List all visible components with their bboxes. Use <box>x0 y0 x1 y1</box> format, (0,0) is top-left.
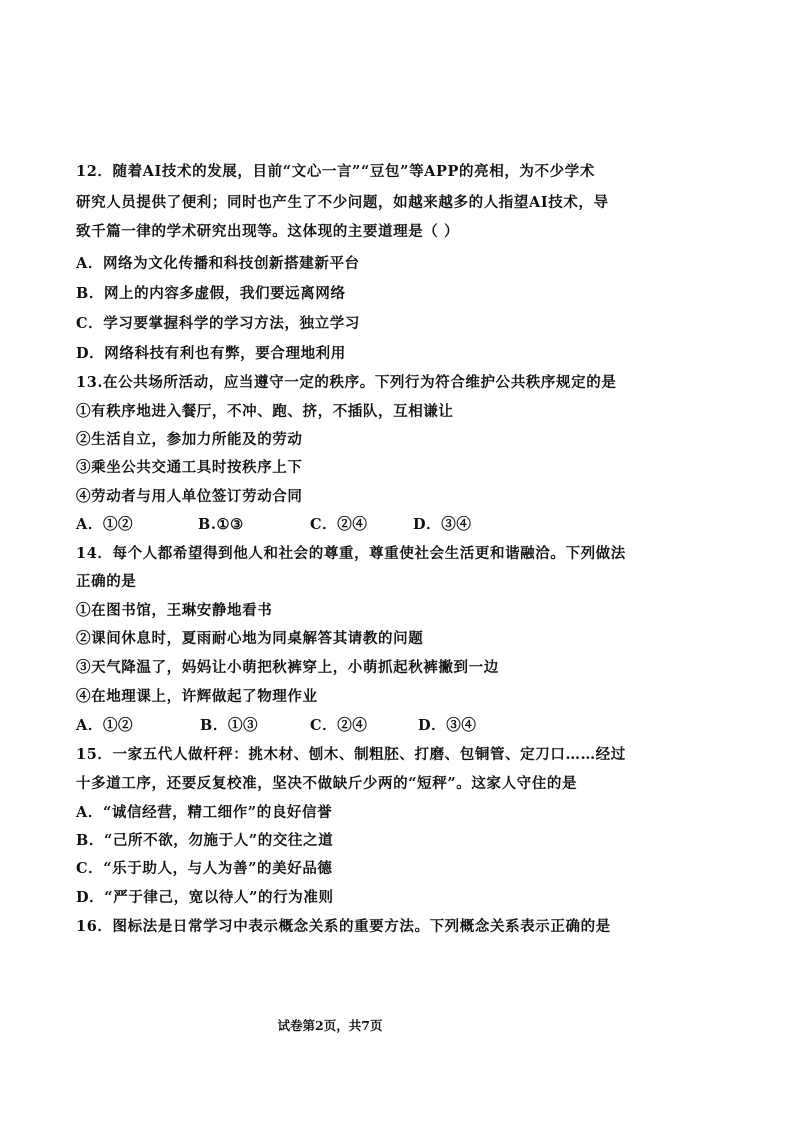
question-15-option-d: D．“严于律己，宽以待人”的行为准则 <box>76 889 334 906</box>
question-13-item-3: ③乘坐公共交通工具时按秩序上下 <box>76 459 303 476</box>
question-14-stem-line-2: 正确的是 <box>76 573 137 590</box>
question-14-option-c: C．②④ <box>310 717 368 734</box>
question-12-option-c: C．学习要掌握科学的学习方法，独立学习 <box>76 315 360 332</box>
question-13-item-2: ②生活自立，参加力所能及的劳动 <box>76 431 303 448</box>
question-14-stem-line-1: 14．每个人都希望得到他人和社会的尊重，尊重使社会生活更和谐融洽。下列做法 <box>76 545 626 562</box>
question-14-options <box>0 716 794 736</box>
question-14-option-d: D．③④ <box>418 717 477 734</box>
question-12-option-d: D．网络科技有利也有弊，要合理地利用 <box>76 345 346 362</box>
question-13-option-b: B.①③ <box>198 516 244 533</box>
question-12-stem-line-1: 12．随着AI技术的发展，目前“文心一言”“豆包”等APP的亮相，为不少学术 <box>76 163 595 180</box>
question-14-option-a: A．①② <box>76 717 134 734</box>
question-13-item-4: ④劳动者与用人单位签订劳动合同 <box>76 488 303 505</box>
question-13-option-a: A．①② <box>76 516 134 533</box>
question-15-stem-line-2: 十多道工序，还要反复校准，坚决不做缺斤少两的“短秤”。这家人守住的是 <box>76 775 578 792</box>
question-13-option-c: C．②④ <box>310 516 368 533</box>
question-14-item-2: ②课间休息时，夏雨耐心地为同桌解答其请教的问题 <box>76 630 424 647</box>
question-13-option-d: D．③④ <box>413 516 472 533</box>
question-14-item-3: ③天气降温了，妈妈让小萌把秋裤穿上，小萌抓起秋裤撇到一边 <box>76 659 499 676</box>
question-15-stem-line-1: 15．一家五代人做杆秤：挑木材、刨木、制粗胚、打磨、包铜管、定刀口……经过 <box>76 746 626 763</box>
question-14-item-4: ④在地理课上，许辉做起了物理作业 <box>76 688 318 705</box>
question-13-options <box>0 515 794 535</box>
question-14-option-b: B．①③ <box>200 717 259 734</box>
question-13-stem-line-1: 13.在公共场所活动，应当遵守一定的秩序。下列行为符合维护公共秩序规定的是 <box>76 374 617 391</box>
question-15-option-a: A．“诚信经营，精工细作”的良好信誉 <box>76 804 333 821</box>
question-15-option-c: C．“乐于助人，与人为善”的美好品德 <box>76 860 333 877</box>
question-12-stem-line-3: 致千篇一律的学术研究出现等。这体现的主要道理是（ ） <box>76 223 460 240</box>
question-14-item-1: ①在图书馆，王琳安静地看书 <box>76 602 273 619</box>
question-13-item-1: ①有秩序地进入餐厅，不冲、跑、挤，不插队，互相谦让 <box>76 403 454 420</box>
page-footer: 试卷第2页，共7页 <box>277 1018 383 1033</box>
question-12-option-a: A．网络为文化传播和科技创新搭建新平台 <box>76 255 360 272</box>
question-12-option-b: B．网上的内容多虚假，我们要远离网络 <box>76 285 346 302</box>
question-16-stem-line-1: 16．图标法是日常学习中表示概念关系的重要方法。下列概念关系表示正确的是 <box>76 918 611 935</box>
question-12-stem-line-2: 研究人员提供了便利；同时也产生了不少问题，如越来越多的人指望AI技术，导 <box>76 194 609 211</box>
question-15-option-b: B．“己所不欲，勿施于人”的交往之道 <box>76 832 334 849</box>
